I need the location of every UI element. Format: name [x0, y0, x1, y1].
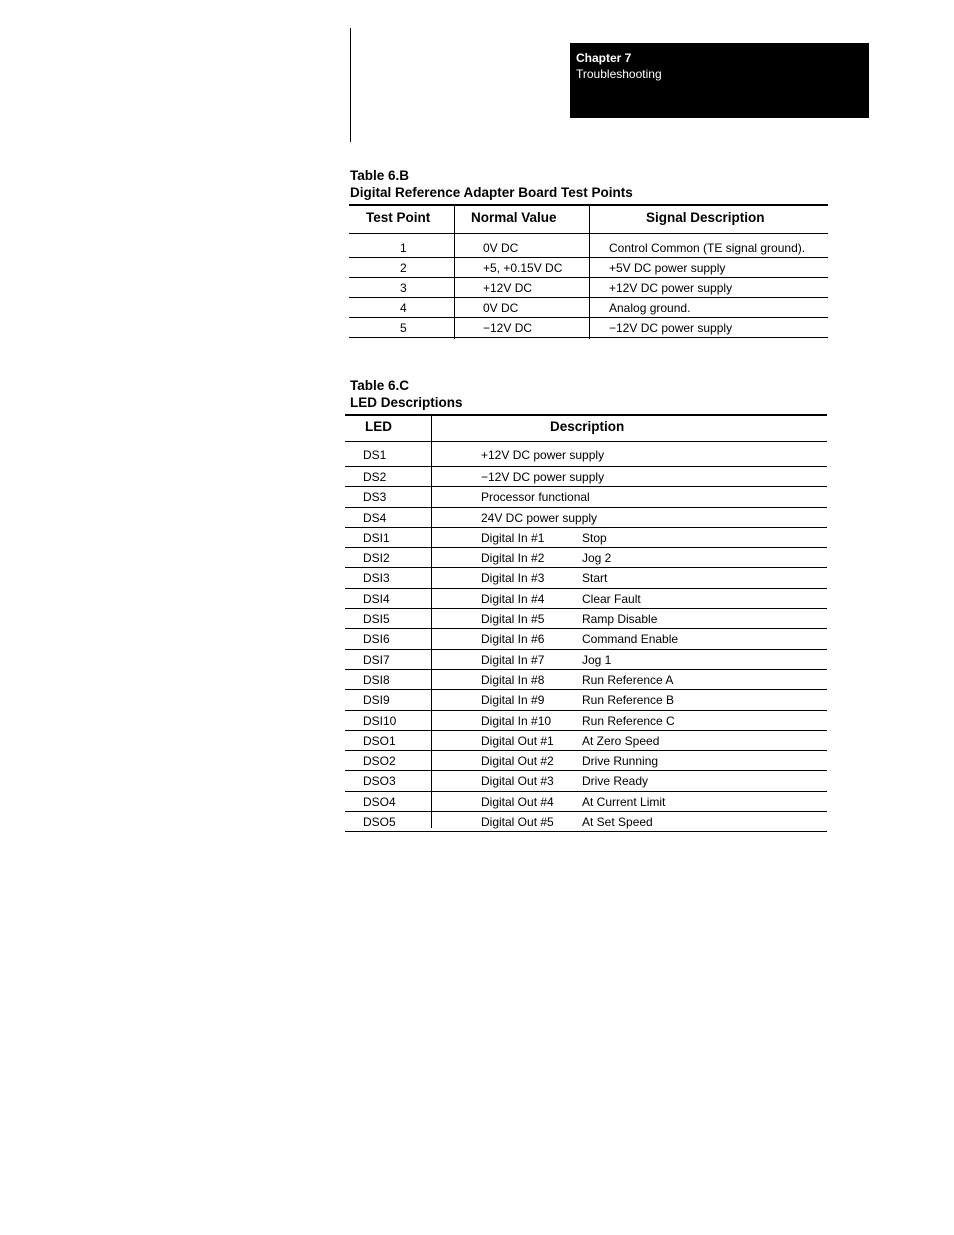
cell-led: DSI1: [363, 530, 390, 545]
cell-signal-description: +5V DC power supply: [609, 261, 726, 275]
table-c-caption: [350, 377, 463, 411]
cell-description: Digital In #3: [481, 571, 545, 586]
cell-normal-value: 0V DC: [483, 241, 519, 255]
table-row: [345, 812, 827, 832]
cell-function: Drive Ready: [582, 774, 649, 789]
cell-led: DSO1: [363, 733, 396, 748]
table-row: [345, 487, 827, 507]
cell-function: Run Reference B: [582, 693, 675, 708]
cell-function: Stop: [582, 530, 607, 545]
column-divider: [454, 204, 455, 339]
cell-led: DS3: [363, 490, 387, 505]
table-row: [345, 751, 827, 771]
cell-led: DSI9: [363, 693, 390, 708]
cell-led: DSO3: [363, 774, 396, 789]
cell-function: Drive Running: [582, 754, 659, 769]
cell-description: Digital Out #1: [481, 733, 554, 748]
cell-description: Digital In #1: [481, 530, 545, 545]
cell-led: DSO5: [363, 815, 396, 830]
table-row: [345, 508, 827, 528]
cell-description: Digital In #4: [481, 591, 545, 606]
table-c-body: [345, 442, 827, 832]
cell-description: Digital Out #5: [481, 815, 554, 830]
table-row: [345, 711, 827, 731]
table-c: [345, 414, 827, 832]
table-b-number: Table 6.B: [350, 168, 410, 183]
table-row: [345, 528, 827, 548]
cell-led: DSI4: [363, 591, 390, 606]
cell-function: Jog 1: [582, 652, 612, 667]
cell-led: DS4: [363, 510, 387, 525]
cell-description: Digital In #9: [481, 693, 545, 708]
cell-led: DSI5: [363, 612, 390, 627]
table-row: [345, 442, 827, 467]
cell-function: Clear Fault: [582, 591, 641, 606]
cell-led: DSI6: [363, 632, 390, 647]
cell-description: Digital In #10: [481, 713, 552, 728]
cell-test-point: 2: [400, 261, 407, 275]
table-c-number: Table 6.C: [350, 378, 410, 393]
cell-function: Jog 2: [582, 551, 612, 566]
cell-test-point: 5: [400, 321, 407, 335]
table-row: [345, 629, 827, 649]
margin-rule: [350, 28, 351, 142]
table-row: [345, 650, 827, 670]
cell-function: Command Enable: [582, 632, 679, 647]
cell-signal-description: +12V DC power supply: [609, 281, 733, 295]
table-row: [345, 609, 827, 629]
cell-function: At Current Limit: [582, 794, 666, 809]
table-c-header: [345, 414, 827, 442]
chapter-title: Troubleshooting: [576, 67, 662, 81]
cell-description: Digital In #5: [481, 612, 545, 627]
table-row: [345, 467, 827, 487]
column-header-description: Description: [550, 419, 625, 434]
cell-led: DSI8: [363, 672, 390, 687]
cell-normal-value: 0V DC: [483, 301, 519, 315]
cell-led: DSI10: [363, 713, 397, 728]
table-row: [345, 731, 827, 751]
table-c-title: LED Descriptions: [350, 395, 463, 410]
cell-function: Ramp Disable: [582, 612, 658, 627]
cell-signal-description: Control Common (TE signal ground).: [609, 241, 806, 255]
cell-led: DSI7: [363, 652, 390, 667]
cell-description: +12V DC power supply: [481, 448, 605, 462]
cell-signal-description: Analog ground.: [609, 301, 691, 315]
table-row: [345, 690, 827, 710]
cell-description: Digital In #2: [481, 551, 545, 566]
cell-led: DS1: [363, 448, 387, 462]
table-row: [345, 548, 827, 568]
cell-description: Digital Out #4: [481, 794, 554, 809]
cell-led: DSO2: [363, 754, 396, 769]
cell-description: Digital In #7: [481, 652, 545, 667]
cell-function: Start: [582, 571, 608, 586]
table-row: [345, 771, 827, 791]
column-header-normal-value: Normal Value: [471, 210, 557, 225]
column-divider: [589, 204, 590, 339]
column-header-led: LED: [365, 419, 392, 434]
cell-test-point: 4: [400, 301, 407, 315]
cell-led: DSI2: [363, 551, 390, 566]
cell-description: Digital In #8: [481, 672, 545, 687]
cell-led: DSO4: [363, 794, 396, 809]
cell-normal-value: +5, +0.15V DC: [483, 261, 563, 275]
cell-description: 24V DC power supply: [481, 510, 598, 525]
table-row: [345, 589, 827, 609]
table-row: [345, 670, 827, 690]
cell-normal-value: +12V DC: [483, 281, 533, 295]
cell-description: −12V DC power supply: [481, 470, 605, 484]
cell-description: Digital Out #2: [481, 754, 554, 769]
cell-test-point: 3: [400, 281, 407, 295]
cell-description: Processor functional: [481, 490, 590, 505]
column-divider: [431, 414, 432, 828]
cell-function: Run Reference A: [582, 672, 674, 687]
cell-normal-value: −12V DC: [483, 321, 533, 335]
table-b: [349, 204, 828, 338]
table-row: [345, 792, 827, 812]
cell-test-point: 1: [400, 241, 407, 255]
cell-led: DS2: [363, 470, 387, 484]
cell-description: Digital In #6: [481, 632, 545, 647]
table-row: [345, 568, 827, 588]
chapter-tab: [570, 43, 869, 118]
column-header-signal-description: Signal Description: [646, 210, 765, 225]
cell-description: Digital Out #3: [481, 774, 554, 789]
cell-signal-description: −12V DC power supply: [609, 321, 733, 335]
cell-function: At Zero Speed: [582, 733, 660, 748]
column-header-test-point: Test Point: [366, 210, 431, 225]
table-b-title: Digital Reference Adapter Board Test Points: [350, 185, 633, 200]
table-b-caption: [350, 167, 633, 201]
cell-function: At Set Speed: [582, 815, 653, 830]
cell-function: Run Reference C: [582, 713, 675, 728]
cell-led: DSI3: [363, 571, 390, 586]
chapter-number: Chapter 7: [576, 51, 632, 65]
